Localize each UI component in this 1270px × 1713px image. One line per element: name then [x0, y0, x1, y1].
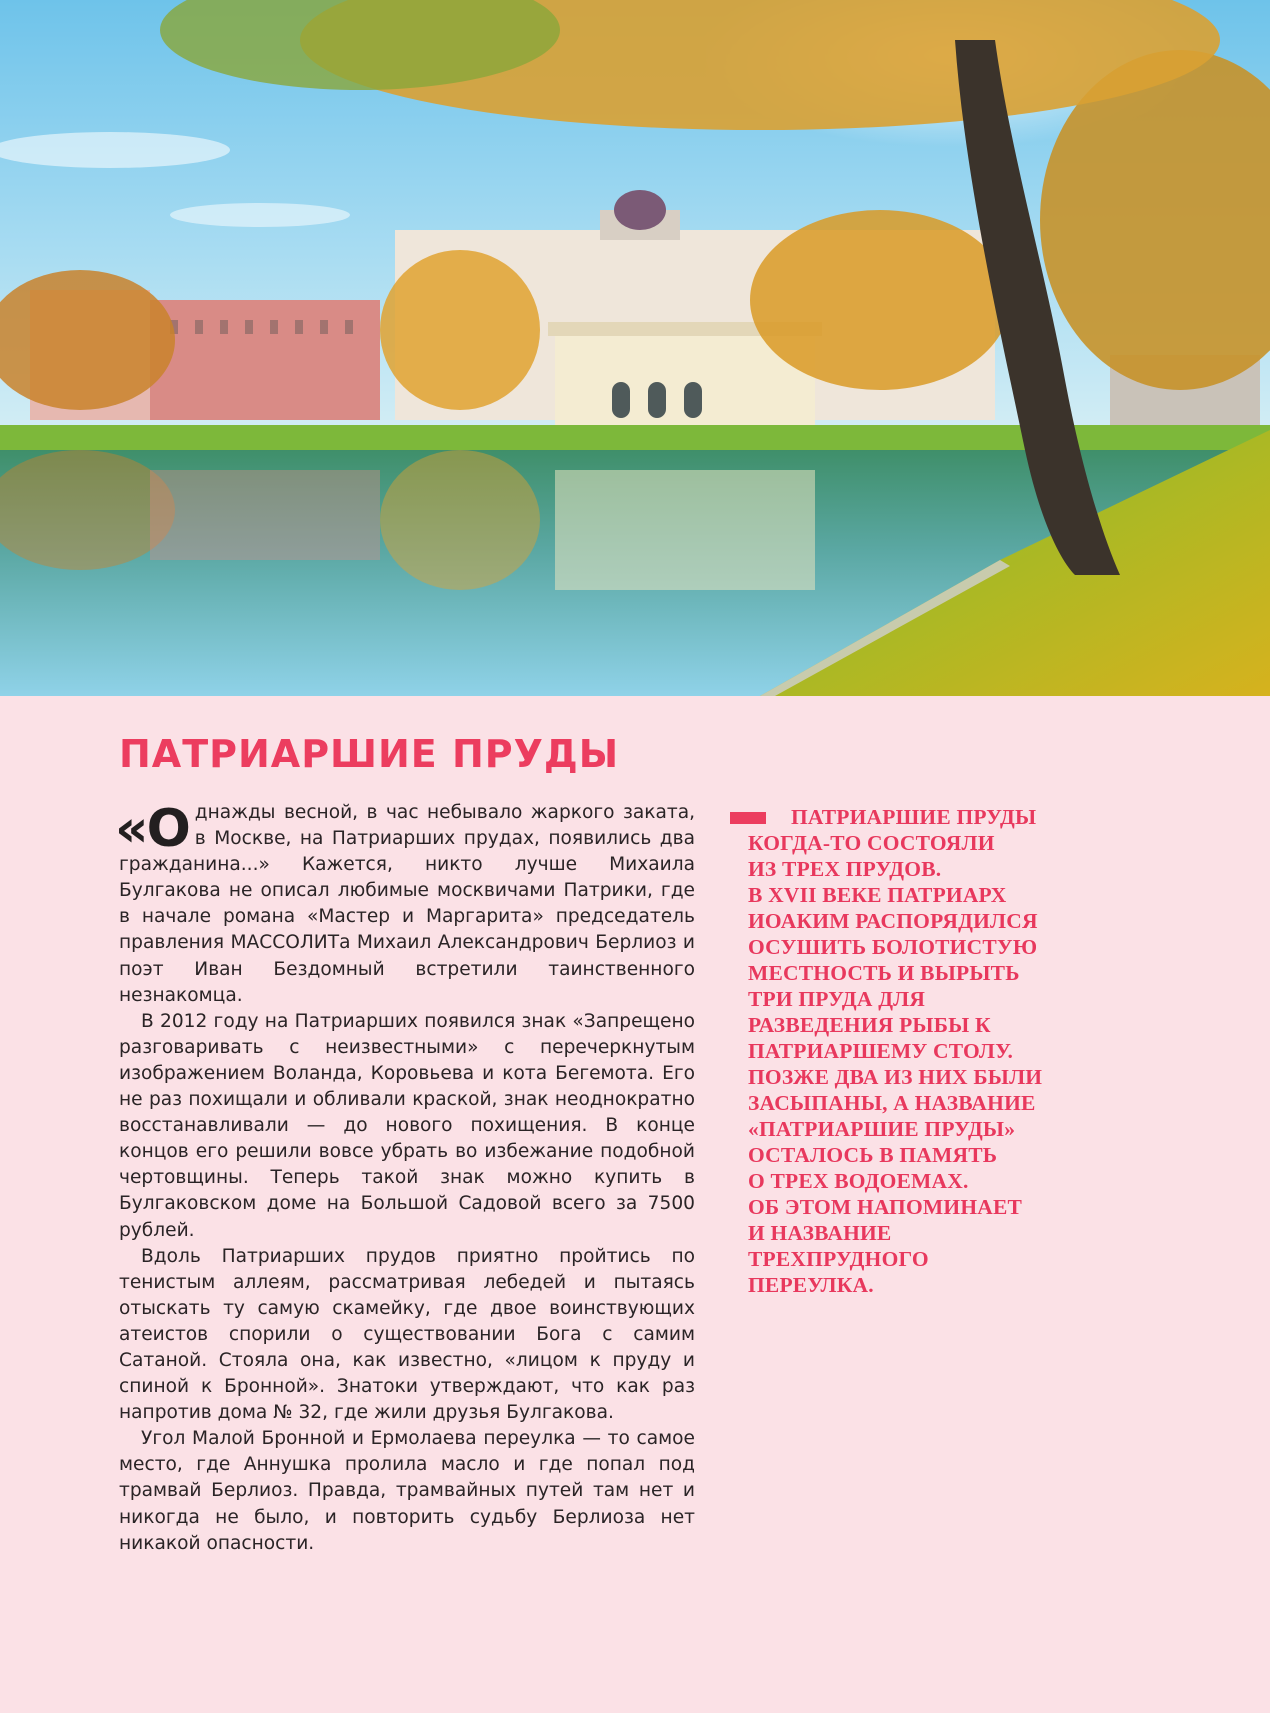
- drop-cap: «О: [115, 799, 189, 859]
- sidebar-note: [730, 804, 1070, 1298]
- sidebar-text: ПАТРИАРШИЕ ПРУДЫ КОГДА-ТО СОСТОЯЛИ ИЗ ТРЕХ ПРУДОВ. В XVII ВЕКЕ ПАТРИАРХ ИОАКИМ РАСПОРЯДИЛСЯ ОСУШИТЬ БОЛОТИСТУЮ МЕСТНОСТЬ И ВЫРЫТЬ ТРИ ПРУДА ДЛЯ РАЗВЕДЕНИЯ РЫБЫ К ПАТРИАРШЕМУ СТОЛУ. ПОЗЖЕ ДВА ИЗ НИХ БЫЛИ ЗАСЫПАНЫ, А НАЗВАНИЕ «ПАТРИАРШИЕ ПРУДЫ» ОСТАЛОСЬ В ПАМЯТЬ О ТРЕХ ВОДОЕМАХ. ОБ ЭТОМ НАПОМИНАЕТ И НАЗВАНИЕ ТРЕХПРУДНОГО ПЕРЕУЛКА.: [748, 805, 1043, 1297]
- article-paragraph: Вдоль Патриарших прудов приятно пройтись по тенистым аллеям, рассматривая лебедей и пытаясь отыскать ту самую скамейку, где двое воинствующих атеистов спорили о существовании Бога с самим Сатаной. Стояла она, как известно, «лицом к пруду и спиной к Бронной». Знатоки утверждают, что как раз напротив дома № 32, где жили друзья Булгакова.: [119, 1245, 695, 1424]
- article-paragraph: В 2012 году на Патриарших появился знак «Запрещено разговаривать с неизвестными» с перечеркнутым изображением Воланда, Коровьева и кота Бегемота. Его не раз похищали и обливали краской, знак неоднократно восстанавливали — до нового похищения. В конце концов его решили вовсе убрать во избежание подобной чертовщины. Теперь такой знак можно купить в Булгаковском доме на Большой Садовой всего за 7500 рублей.: [119, 1010, 695, 1241]
- article-paragraph: [115, 799, 695, 1009]
- patriarch-ponds-photo: [0, 0, 1270, 696]
- article-title: ПАТРИАРШИЕ ПРУДЫ: [119, 732, 620, 776]
- article-paragraph: Угол Малой Бронной и Ермолаева переулка — то самое место, где Аннушка пролила масло и где попал под трамвай Берлиоз. Правда, трамвайных путей там нет и никогда не было, и повторить судьбу Берлиоза нет никакой опасности.: [119, 1428, 695, 1554]
- article-paragraph-text: днажды весной, в час небывало жаркого заката, в Москве, на Патриарших прудах, появились два гражданина...» Кажется, никто лучше Михаила Булгакова не описал любимые москвичами Патрики, где в начале романа «Мастер и Маргарита» председатель правления МАССОЛИТа Михаил Александрович Берлиоз и поэт Иван Бездомный встретили таинственного незнакомца.: [119, 802, 695, 1006]
- article-body: [115, 799, 695, 1557]
- sidebar-marker-bar: [730, 812, 766, 824]
